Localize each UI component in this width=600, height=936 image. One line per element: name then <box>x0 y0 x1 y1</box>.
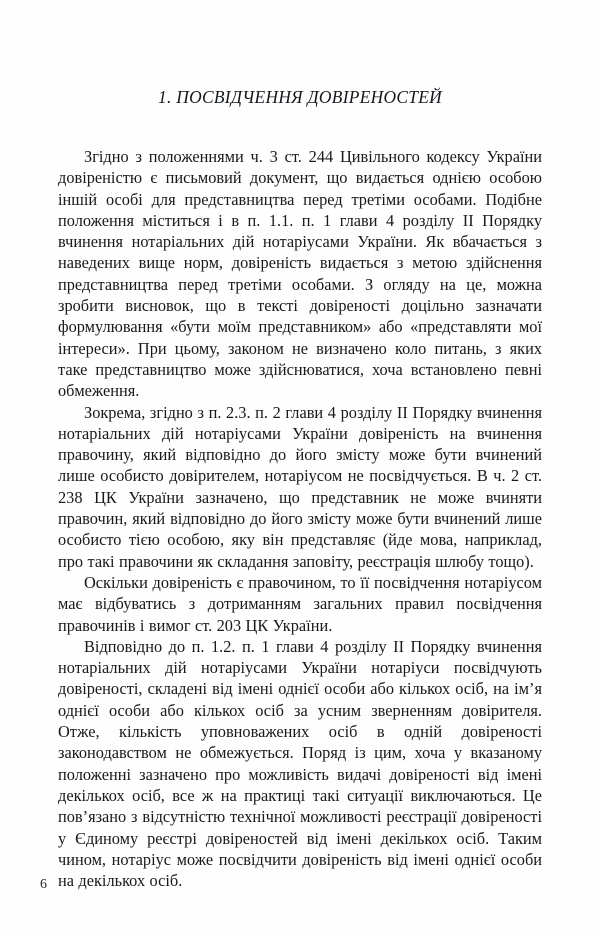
paragraph-4: Відповідно до п. 1.2. п. 1 глави 4 розділу II Порядку вчинення нотаріальних дій нотаріусами України нотаріуси посвідчують довіреності, складені від імені однієї особи або кількох осіб, на ім’я однієї особи або кількох осіб за усним зверненням довірителя. Отже, кількість уповноважених осіб в одній довіреності законодавством не обмежується. Поряд із цим, хоча у вказаному положенні зазначено про можливість видачі довіреності від імені декількох осіб, все ж на практиці такі ситуації виключаються. Це пов’язано з відсутністю технічної можливості реєстрації довіреності у Єдиному реєстрі довіреностей від імені декількох осіб. Таким чином, нотаріус може посвідчити довіреність від імені однієї особи на декількох осіб. <box>58 636 542 891</box>
page-title: 1. ПОСВІДЧЕННЯ ДОВІРЕНОСТЕЙ <box>157 87 443 107</box>
paragraph-2: Зокрема, згідно з п. 2.3. п. 2 глави 4 розділу II Порядку вчинення нотаріальних дій нотаріусами України довіреність на вчинення правочину, який відповідно до його змісту може бути вчинений лише особисто довірителем, нотаріусом не посвідчується. В ч. 2 ст. 238 ЦК України зазначено, що представник не може вчиняти правочин, який відповідно до його змісту може бути вчинений лише особисто тією особою, яку він представляє (йде мова, наприклад, про такі правочини як складання заповіту, реєстрація шлюбу тощо). <box>58 402 542 571</box>
paragraph-1: Згідно з положеннями ч. 3 ст. 244 Цивільного кодексу України довіреністю є письмовий документ, що видається однією особою іншій особі для представництва перед третіми особами. Подібне положення міститься і в п. 1.1. п. 1 глави 4 розділу II Порядку вчинення нотаріальних дій нотаріусами України. Як вбачається з наведених вище норм, довіреність видається з метою здійснення представництва перед третіми особами. З огляду на це, можна зробити висновок, що в тексті довіреності доцільно зазначати формулювання «бути моїм представником» або «представляти мої інтереси». При цьому, законом не визначено коло питань, з яких таке представництво може здійснюватися, хоча встановлено певні обмеження. <box>58 147 542 401</box>
page-number: 6 <box>40 877 47 892</box>
paragraph-3: Оскільки довіреність є правочином, то її посвідчення нотаріусом має відбуватись з дотриманням загальних правил посвідчення правочинів і вимог ст. 203 ЦК України. <box>58 572 542 635</box>
body-text-block <box>58 146 542 891</box>
